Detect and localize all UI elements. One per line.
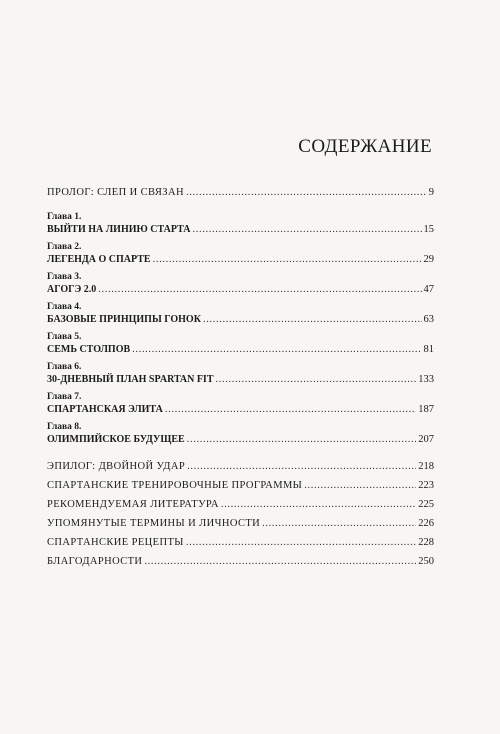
dot-leader xyxy=(193,223,422,236)
chapter-label: Глава 4. xyxy=(47,302,82,312)
toc-entry-title: ЭПИЛОГ: ДВОЙНОЙ УДАР xyxy=(47,461,186,472)
toc-entry-training-programs[interactable] xyxy=(47,479,434,492)
dot-leader xyxy=(304,479,416,492)
dot-leader xyxy=(132,343,421,356)
chapter-title: СПАРТАНСКАЯ ЭЛИТА xyxy=(47,404,163,415)
dot-leader xyxy=(165,403,416,416)
toc-entry-page: 218 xyxy=(418,461,434,472)
chapter-page: 15 xyxy=(423,224,434,235)
dot-leader xyxy=(216,373,417,386)
chapter-page: 81 xyxy=(423,344,434,355)
toc-entry-title: РЕКОМЕНДУЕМАЯ ЛИТЕРАТУРА xyxy=(47,499,219,510)
toc-entry-page: 228 xyxy=(418,537,434,548)
toc-entry-title: БЛАГОДАРНОСТИ xyxy=(47,556,143,567)
chapter-page: 187 xyxy=(418,404,434,415)
toc-chapter-4[interactable] xyxy=(47,302,434,326)
dot-leader xyxy=(262,517,416,530)
chapter-label: Глава 5. xyxy=(47,332,82,342)
dot-leader xyxy=(203,313,422,326)
toc-chapter-5[interactable] xyxy=(47,332,434,356)
chapter-label: Глава 2. xyxy=(47,242,82,252)
chapter-title: ЛЕГЕНДА О СПАРТЕ xyxy=(47,254,151,265)
chapter-title: ВЫЙТИ НА ЛИНИЮ СТАРТА xyxy=(47,224,191,235)
chapter-title: АГОГЭ 2.0 xyxy=(47,284,97,295)
toc-chapter-3[interactable] xyxy=(47,272,434,296)
dot-leader xyxy=(187,460,416,473)
toc-entry-page: 250 xyxy=(418,556,434,567)
chapter-label: Глава 7. xyxy=(47,392,82,402)
dot-leader xyxy=(221,498,416,511)
toc-chapter-6[interactable] xyxy=(47,362,434,386)
toc-entry-acknowledgements[interactable] xyxy=(47,555,434,568)
chapter-label: Глава 3. xyxy=(47,272,82,282)
chapter-page: 29 xyxy=(423,254,434,265)
back-matter xyxy=(47,460,434,568)
chapter-title: 30-ДНЕВНЫЙ ПЛАН SPARTAN FIT xyxy=(47,374,214,385)
dot-leader xyxy=(144,555,416,568)
toc-chapter-7[interactable] xyxy=(47,392,434,416)
chapter-label: Глава 6. xyxy=(47,362,82,372)
toc-entry-page: 223 xyxy=(418,480,434,491)
chapter-page: 47 xyxy=(423,284,434,295)
toc-entry-recipes[interactable] xyxy=(47,536,434,549)
toc-entry-page: 9 xyxy=(428,187,434,198)
chapter-label: Глава 8. xyxy=(47,422,82,432)
toc-entry-page: 225 xyxy=(418,499,434,510)
chapter-label: Глава 1. xyxy=(47,212,82,222)
dot-leader xyxy=(186,186,427,199)
chapter-page: 133 xyxy=(418,374,434,385)
toc-chapter-2[interactable] xyxy=(47,242,434,266)
dot-leader xyxy=(187,433,417,446)
toc-entry-page: 226 xyxy=(418,518,434,529)
toc-entry-prologue[interactable] xyxy=(47,186,434,199)
toc-entry-recommended-reading[interactable] xyxy=(47,498,434,511)
chapter-page: 207 xyxy=(418,434,434,445)
chapter-title: СЕМЬ СТОЛПОВ xyxy=(47,344,131,355)
chapter-title: БАЗОВЫЕ ПРИНЦИПЫ ГОНОК xyxy=(47,314,201,325)
toc-chapter-1[interactable] xyxy=(47,212,434,236)
table-of-contents xyxy=(47,186,434,574)
toc-entry-epilogue[interactable] xyxy=(47,460,434,473)
dot-leader xyxy=(98,283,421,296)
toc-entry-title: ПРОЛОГ: СЛЕП И СВЯЗАН xyxy=(47,187,184,198)
toc-chapter-8[interactable] xyxy=(47,422,434,446)
toc-entry-title: СПАРТАНСКИЕ РЕЦЕПТЫ xyxy=(47,537,184,548)
toc-entry-title: СПАРТАНСКИЕ ТРЕНИРОВОЧНЫЕ ПРОГРАММЫ xyxy=(47,480,303,491)
chapter-title: ОЛИМПИЙСКОЕ БУДУЩЕЕ xyxy=(47,434,185,445)
dot-leader xyxy=(186,536,416,549)
toc-entry-title: УПОМЯНУТЫЕ ТЕРМИНЫ И ЛИЧНОСТИ xyxy=(47,518,261,529)
dot-leader xyxy=(153,253,422,266)
toc-entry-terms-and-persons[interactable] xyxy=(47,517,434,530)
page-title: СОДЕРЖАНИЕ xyxy=(298,136,432,157)
chapter-page: 63 xyxy=(423,314,434,325)
